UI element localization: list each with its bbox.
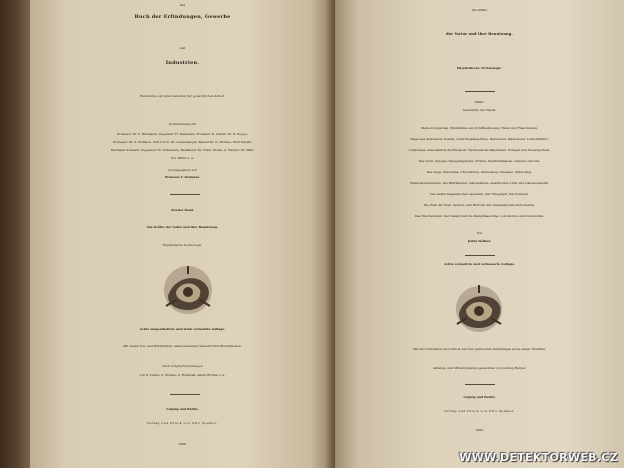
right-ornament-vignette	[451, 282, 507, 336]
right-contents-4: Das Licht. Spiegel, Spiegelapparate. Prisma; Spektralanalyse. Camera obscura.	[418, 159, 541, 163]
right-contents-3: Luftpumpe; atmosphärische Briefpost. Hydraulische Maschinen, Pumpen und Feuerspritzen.	[408, 148, 551, 152]
left-herausgegeben: herausgegeben von	[168, 168, 197, 172]
right-von: Von	[476, 231, 483, 235]
left-band-title: Die Kräfte der Natur und ihre Benutzung.	[147, 225, 218, 229]
right-title-page	[335, 0, 624, 468]
right-contents-2: Wage und Aräometer. Pendel, Centrifugalmaschine. Barometer. Manometer. Luftschiffahrt.	[410, 137, 549, 141]
right-heading-big: der Natur und ihre Benutzung.	[446, 32, 513, 36]
left-main-title-line2: Industrien.	[165, 60, 200, 66]
right-contents-9: Das Thermometer. Der Dampf und die Dampfmaschine. Lokomotive und Lokomobile.	[414, 214, 545, 218]
right-place: Leipzig und Berlin.	[463, 395, 496, 399]
right-publisher: Verlag und Druck von Otto Spamer.	[444, 409, 515, 413]
left-original-drawings: von E. Carter, O. Mothes, G. Rottinder, Albert Richter u. a.	[139, 373, 226, 377]
left-und: und	[179, 46, 186, 50]
right-inhalt: Inhalt:	[474, 100, 485, 104]
left-main-title-line1: Buch der Erfindungen, Gewerbe	[134, 14, 231, 20]
right-edition: Achte vermehrte und verbesserte Auflage.	[444, 262, 515, 266]
right-subtitle: Physikalische Technologie.	[456, 66, 503, 70]
left-band-subtitle: Physikalische Technologie.	[162, 243, 203, 247]
left-band: Zweiter Band.	[171, 208, 194, 212]
left-edition: Achte umgearbeitete und stark vermehrte Auflage.	[139, 327, 226, 331]
left-publisher: Verlag und Druck von Otto Spamer.	[147, 421, 218, 425]
book-cover-edge	[0, 0, 30, 468]
watermark-text: WWW.DETEKTORWEB.CZ	[459, 451, 618, 464]
left-illustrations: Mit vielen Ton- und Buntbildern, nebst mehreren Tausend Text-Illustrationen.	[123, 344, 242, 348]
right-divider-2	[465, 255, 495, 256]
right-year: 1889.	[475, 428, 484, 432]
right-contents-8: Die Welt der Töne. Sprach- und Hörrohr. Die musikalischen Instrumente.	[423, 203, 536, 207]
left-subtitle: Rundschau auf allen Gebieten der gewerblichen Arbeit.	[140, 94, 225, 98]
right-illustrations: Mit drei Tonbildern, über 600 in den Text gedruckten Abbildungen sowie einem Titelbilde.	[413, 347, 546, 351]
right-divider-3	[465, 384, 495, 385]
left-divider-1	[170, 194, 200, 195]
right-contents-1: Meteorologisches. Windmühle und Schiffsschraube. Hebel und Flaschenzug.	[421, 126, 538, 130]
right-heading-small: Die Kräfte	[471, 8, 488, 12]
right-author: Julius Döllner.	[467, 239, 492, 243]
right-drawings: Anfangs- und Mittelvignetten gezeichnet von Ludwig Burger.	[432, 366, 527, 370]
right-inhalt-sub: Geschichte der Physik.	[462, 108, 497, 112]
left-contributors-4: Zol. Ritter u. a.	[170, 156, 195, 160]
left-das: Das	[179, 3, 186, 7]
right-divider-1	[465, 91, 495, 92]
left-year: 1889.	[178, 442, 187, 446]
left-divider-2	[170, 394, 200, 395]
right-contents-6: Elektrisiermaschine. Die Blitzableiter. Galvanismus, elektrisches Licht und Galvanoplastik.	[410, 181, 549, 185]
left-original-drawings-head: Nach Originalzeichnungen	[162, 364, 203, 368]
right-contents-7: Die elektromagnetischen Apparate. Der Telegraph. Der Kompaß.	[430, 192, 529, 196]
left-contributors-3: Hermann Schwarz, Ingenieur Th. Schwartze, Redakteur Dr. Franz Stolze, A. Werner, Dr. Wilh.	[110, 148, 255, 152]
left-in-verbindung: In Verbindung mit	[168, 122, 197, 126]
left-editor: Professor F. Reuleaux.	[164, 175, 200, 179]
left-contributors-2: Professor Dr. A. Erdbach, Carl Lorck, Dr. Lustenberger, Baurat Dr. O. Mothes, Emil Schalk,	[113, 140, 252, 144]
left-title-page	[30, 0, 335, 468]
left-ornament-vignette	[160, 262, 216, 318]
right-contents-5: Das Auge, Panorama, Chromatrop, Stereoskop, Teleskop, Mikroskop.	[426, 170, 533, 174]
left-place: Leipzig und Berlin.	[166, 407, 199, 411]
left-contributors-1: Professor Dr. C. Birnbaum, Ingenieur Fr. Kimmelin, Professor G. Carter, Dr. O. Doppe,	[117, 132, 248, 136]
